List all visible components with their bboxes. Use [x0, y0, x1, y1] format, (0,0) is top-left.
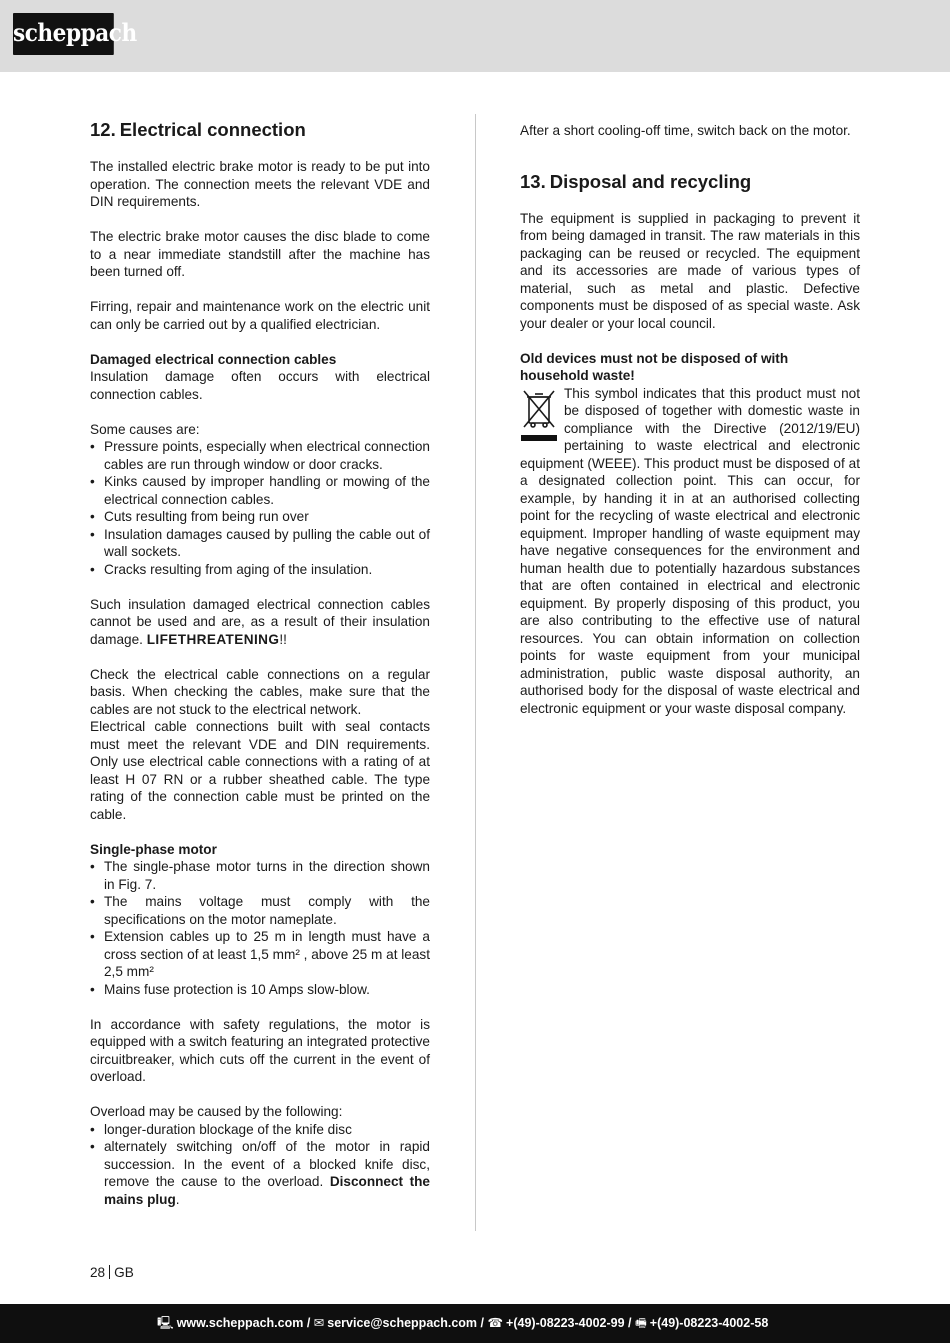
text: alternately switching on/off of the motor in rapid succession. In the event of a blocked knife disc, remove the cause to the overload. — [104, 1139, 430, 1189]
paragraph: The electric brake motor causes the disc blade to come to a near immediate standstill after the machine has been turned off. — [90, 229, 430, 279]
paragraph: Some causes are: — [90, 421, 200, 437]
bold-text: Disconnect the mains plug — [104, 1174, 430, 1207]
left-column — [90, 118, 430, 1226]
page-number — [90, 1265, 134, 1280]
paragraph: This symbol indicates that this product must not be disposed of together with domestic waste in compliance with the Directive (2012/19/EU) pertaining to waste electrical and electronic equipment (WEEE). This product must be disposed of at a designated collection point. This can occur, for example, by handing it in at an authorised collecting point for the recycling of waste electrical and electronic equipment. Improper handling of waste equipment may have negative consequences for the environment and human health due to potentially hazardous substances that are often contained in electrical and electronic equipment. By properly disposing of this product, you are also contributing to the effective use of natural resources. You can obtain information on collection points for waste equipment from your municipal administration, public waste disposal authority, an authorised body for the disposal of waste electrical and electronic equipment or your waste disposal company. — [520, 385, 860, 716]
footer-phone: +(49)-08223-4002-99 / — [506, 1316, 632, 1330]
paragraph: The equipment is supplied in packaging to prevent it from being damaged in transit. The raw materials in this packaging can be reused or recycled. The equipment and its accessories are made of various types of material, such as metal and plastic. Defective components must be disposed of as special waste. Ask your dealer or your local council. — [520, 210, 860, 331]
text: !! — [279, 631, 287, 647]
list-item: • Mains fuse protection is 10 Amps slow-blow. — [90, 981, 430, 999]
right-column — [520, 122, 860, 735]
crossed-out-bin-icon — [520, 387, 558, 443]
weee-block — [520, 385, 860, 718]
header-bar — [0, 0, 950, 72]
section-title: Electrical connection — [119, 119, 306, 140]
list-item: • The mains voltage must comply with the specifications on the motor nameplate. — [90, 893, 430, 928]
subheading-single-phase: Single-phase motor — [90, 841, 217, 857]
phone-icon: ☎ — [487, 1316, 504, 1330]
paragraph: The installed electric brake motor is ready to be put into operation. The connection meets the relevant VDE and DIN requirements. — [90, 159, 430, 209]
footer-website-link[interactable]: www.scheppach.com / — [176, 1316, 311, 1330]
computer-icon: 🖳 — [157, 1316, 174, 1330]
list-item — [90, 1138, 430, 1208]
paragraph: After a short cooling-off time, switch back on the motor. — [520, 123, 851, 138]
footer-bar — [0, 1304, 950, 1343]
section-heading-disposal — [520, 170, 860, 194]
subheading-damaged-cables: Damaged electrical connection cables — [90, 351, 337, 367]
paragraph: Overload may be caused by the following: — [90, 1104, 343, 1119]
brand-logo: scheppach — [13, 13, 114, 55]
footer-fax: +(49)-08223-4002-58 — [649, 1316, 769, 1330]
subheading-old-devices: Old devices must not be disposed of with household waste! — [520, 350, 789, 383]
column-divider — [475, 114, 476, 1231]
list-item: • Cracks resulting from aging of the insulation. — [90, 561, 430, 579]
separator — [109, 1265, 110, 1279]
paragraph: In accordance with safety regulations, the motor is equipped with a switch featuring an integrated protective circuitbreaker, which cuts off the current in the event of overload. — [90, 1016, 430, 1084]
paragraph: Electrical cable connections built with seal contacts must meet the relevant VDE and DIN requirements. Only use electrical cable connections with a rating of at least H 07 RN or a rubber sheathed cable. The type rating of the connection cable must be printed on the cable. — [90, 719, 430, 822]
footer-contacts — [157, 1304, 768, 1343]
list-item: • Cuts resulting from being run over — [90, 508, 430, 526]
paragraph: Insulation damage often occurs with electrical connection cables. — [90, 369, 430, 402]
section-number: 12. — [90, 119, 116, 140]
list-item: • Extension cables up to 25 m in length must have a cross section of at least 1,5 mm² , above 25 m at least 2,5 mm² — [90, 928, 430, 981]
warning-text: LIFETHREATENING — [146, 631, 280, 647]
list-item: • longer-duration blockage of the knife disc — [90, 1121, 430, 1139]
email-icon: ✉ — [313, 1316, 325, 1330]
page-language: GB — [114, 1265, 134, 1280]
list-item: • Pressure points, especially when electrical connection cables are run through window or door cracks. — [90, 438, 430, 473]
list-item: • Insulation damages caused by pulling the cable out of wall sockets. — [90, 526, 430, 561]
paragraph-lifethreatening — [90, 596, 430, 649]
text: Such insulation damaged electrical connection cables cannot be used and are, as a result of their insulation damage. — [90, 596, 430, 647]
section-heading-electrical — [90, 118, 430, 142]
list-item: • Kinks caused by improper handling or mowing of the electrical connection cables. — [90, 473, 430, 508]
paragraph: Firring, repair and maintenance work on the electric unit can only be carried out by a qualified electrician. — [90, 299, 430, 332]
page-number-value: 28 — [90, 1265, 106, 1280]
overload-list — [90, 1121, 430, 1209]
text: . — [175, 1191, 180, 1207]
footer-email-link[interactable]: service@scheppach.com / — [327, 1316, 484, 1330]
single-phase-list — [90, 858, 430, 998]
section-number: 13. — [520, 170, 546, 192]
fax-icon: 🖷 — [634, 1316, 647, 1330]
paragraph: Check the electrical cable connections on a regular basis. When checking the cables, make sure that the cables are not stuck to the electrical network. — [90, 666, 430, 717]
causes-list — [90, 438, 430, 578]
section-title: Disposal and recycling — [549, 170, 752, 192]
list-item: • The single-phase motor turns in the direction shown in Fig. 7. — [90, 858, 430, 893]
